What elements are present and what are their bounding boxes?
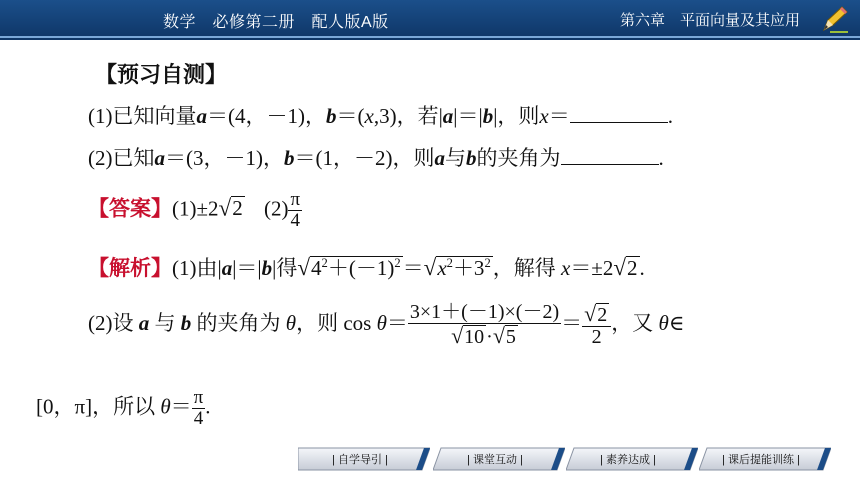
p2-t2: 与 (149, 310, 181, 335)
an-t4: ＝ (402, 256, 424, 280)
nav-button-self-study[interactable] (298, 446, 430, 472)
nav-label: | 素养达成 | (600, 454, 656, 466)
an-t1: (1)由| (172, 256, 222, 280)
final-fraction-num: π (193, 387, 204, 408)
analysis-label: 【解析】 (88, 256, 172, 280)
cos-fraction-den (408, 323, 561, 348)
p2-t3: 的夹角为 (191, 310, 286, 335)
q1-tail: |，则 (493, 104, 540, 128)
q1-mid: |＝| (453, 104, 483, 128)
q1-b-open: ＝( (336, 104, 365, 128)
q1-vector-b2: b (482, 104, 494, 128)
q2-prefix: (2)已知 (88, 146, 155, 170)
q2-vector-a: a (154, 146, 165, 170)
q2-vector-b2: b (466, 146, 477, 170)
nav-button-classroom[interactable] (433, 446, 565, 472)
result-fraction (582, 302, 611, 348)
nav-button-literacy[interactable] (566, 446, 698, 472)
an-rad-x: x (437, 256, 447, 280)
an-rad-c: ＋3 (452, 256, 485, 280)
an-t5: ，解得 (492, 256, 561, 280)
p2-theta3: θ (658, 310, 669, 335)
p2-b: b (180, 310, 192, 335)
answer-blank-1 (570, 121, 668, 123)
an-x: x (560, 256, 571, 280)
p2-theta: θ (285, 310, 297, 335)
analysis-line-1 (88, 256, 645, 280)
sqrt-symbol: √ (584, 301, 597, 326)
answer-radicand: 2 (232, 196, 243, 221)
den-radicand-b: 5 (505, 326, 516, 348)
p2c-theta: θ (160, 394, 171, 419)
q1-x2: x (539, 104, 549, 128)
chapter-title: 第六章 平面向量及其应用 (620, 12, 801, 29)
final-fraction (192, 388, 206, 429)
an-t2: |＝| (232, 256, 262, 280)
q1-vector-a2: a (442, 104, 454, 128)
section-heading: 【预习自测】 (95, 62, 228, 87)
den-radicand-a: 10 (464, 326, 485, 348)
q1-vector-a: a (196, 104, 207, 128)
an-radical-3: 2 (627, 256, 638, 280)
q1-a-value: ＝(4，－1)， (207, 104, 326, 128)
an-a: a (221, 256, 233, 280)
an-radical-2: $x^2+3^2$ (437, 256, 491, 280)
p2-t4: ，则 cos (296, 310, 377, 335)
answer-part1: (1)±2 (172, 196, 219, 221)
an-radical-1: $4^2+(-1)^2$ (311, 256, 401, 280)
sqrt-symbol: √ (218, 194, 232, 221)
p2-t7: ，又 (611, 310, 659, 335)
an-t3: |得 (272, 256, 298, 280)
q2-mid: 与 (445, 146, 466, 170)
nav-button-homework[interactable] (699, 446, 831, 472)
sqrt-symbol: √ (423, 254, 437, 280)
p2-t6: ＝ (561, 310, 583, 335)
q2-a-value: ＝(3，－1)， (165, 146, 284, 170)
answer-blank-2 (561, 163, 659, 165)
q2-vector-b: b (284, 146, 295, 170)
cos-fraction-num: 3×1＋(－1)×(－2) (409, 301, 560, 323)
q1-eq: ＝ (548, 104, 570, 128)
q1-prefix: (1)已知向量 (88, 104, 197, 128)
question-1 (88, 106, 673, 127)
an-b: b (261, 256, 273, 280)
sqrt-symbol: √ (297, 254, 311, 280)
an-t7: . (639, 256, 645, 280)
q2-tail: 的夹角为 (476, 146, 561, 170)
answer-fraction (288, 190, 302, 231)
q1-vector-b: b (326, 104, 337, 128)
p2-t8: ∈ (668, 310, 685, 335)
sqrt-symbol: √ (492, 323, 505, 348)
q1-end: . (667, 104, 673, 128)
p2c-t1: [0，π]，所以 (36, 394, 161, 419)
result-radicand: 2 (597, 304, 608, 326)
nav-label: | 自学导引 | (332, 454, 388, 466)
result-fraction-den: 2 (582, 326, 611, 348)
course-title: 数学 必修第二册 配人版A版 (163, 14, 389, 31)
nav-label: | 课堂互动 | (467, 454, 523, 466)
analysis-line-3 (36, 388, 211, 429)
p2c-t2: ＝ (170, 394, 192, 419)
analysis-line-2 (88, 302, 684, 348)
answer-label: 【答案】 (88, 196, 172, 221)
nav-label: | 课后提能训练 | (722, 454, 800, 466)
sqrt-symbol: √ (613, 254, 627, 280)
p2-theta2: θ (376, 310, 387, 335)
q1-b-value: ,3)，若| (373, 104, 443, 128)
an-rad-b: ＋(－1) (327, 256, 395, 280)
p2-t1: (2)设 (88, 310, 139, 335)
q1-x: x (364, 104, 374, 128)
final-fraction-den: 4 (192, 408, 206, 429)
sqrt-symbol: √ (451, 323, 464, 348)
pencil-icon (818, 4, 850, 34)
den-dot: · (486, 326, 493, 348)
q2-vector-a2: a (434, 146, 445, 170)
question-2 (88, 148, 664, 169)
an-t6: ＝±2 (570, 256, 614, 280)
answer-part2: (2) (263, 196, 289, 221)
header-divider (0, 36, 860, 38)
header-bar (0, 0, 860, 40)
p2c-t3: . (205, 394, 211, 419)
result-fraction-num (582, 302, 611, 326)
answer-line (88, 190, 302, 231)
q2-end: . (658, 146, 664, 170)
answer-fraction-num: π (290, 189, 301, 210)
cos-fraction (408, 302, 561, 348)
answer-fraction-den: 4 (288, 210, 302, 231)
p2-t5: ＝ (386, 310, 408, 335)
q2-b-value: ＝(1，－2)，则 (294, 146, 435, 170)
p2-a: a (138, 310, 150, 335)
an-rad-a: 4 (311, 256, 322, 280)
